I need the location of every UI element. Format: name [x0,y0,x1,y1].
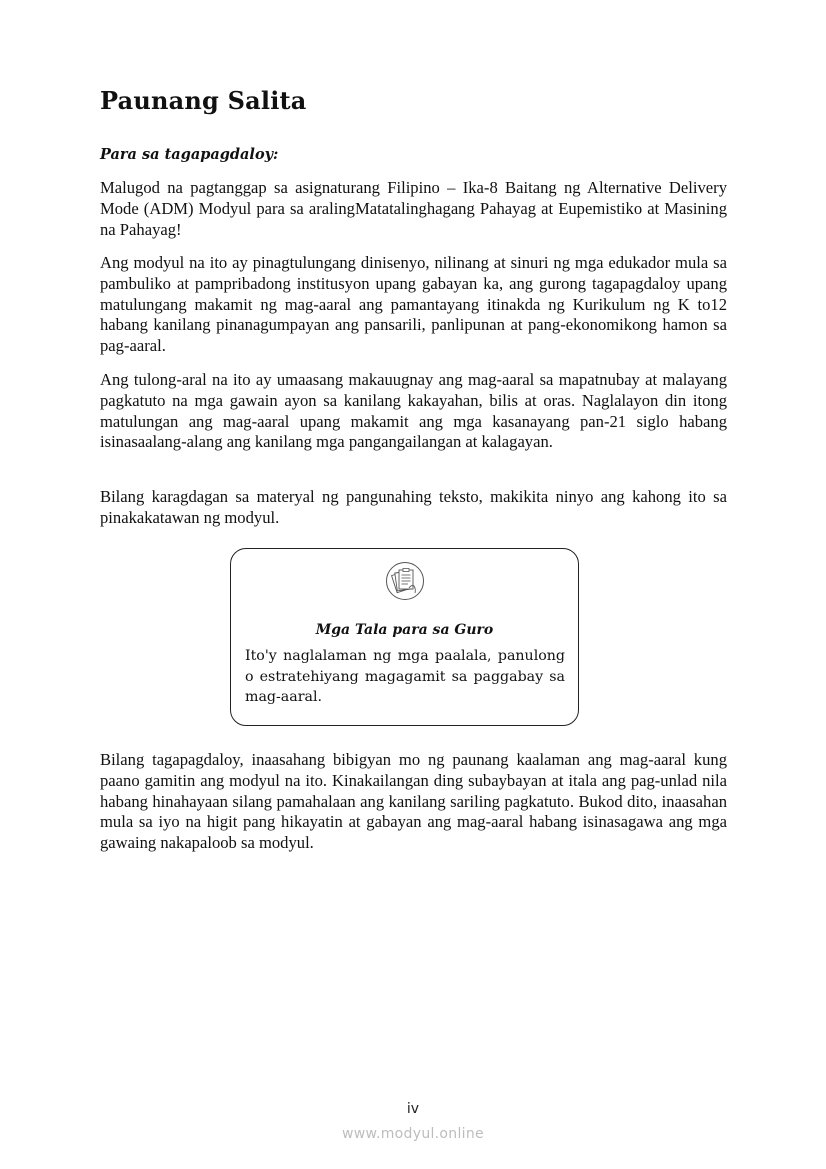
note-box-title: Mga Tala para sa Guro [315,622,494,638]
paragraph-facilitator-role: Bilang tagapagdaloy, inaasahang bibigyan mo ng paunang kaalaman ang mag-aaral kung paano gamitin ang modyul na ito. Kinakailangan ding subaybayan at itala ang pag-unlad nila habang hinahayaan silang pamahalaan ang kanilang sariling pagkatuto. Bukod dito, inaasahan mula sa iyo na higit pang hikayatin at gabayan ang mag-aaral habang isinasagawa ang mga gawaing nakapaloob sa modyul. [100,750,727,853]
subheading: Para sa tagapagdaloy: [100,146,279,163]
paragraph-intro: Malugod na pagtanggap sa asignaturang Filipino – Ika-8 Baitang ng Alternative Delivery Mode (ADM) Modyul para sa aralingMatatalinghagang Pahayag at Eupemistiko at Masining na Pahayag! [100,178,727,239]
paragraph-module-design: Ang modyul na ito ay pinagtulungang dinisenyo, nilinang at sinuri ng mga edukador mula sa pambuliko at pampribadong institusyon upang gabayan ka, ang gurong tagapagdaloy upang matulungang makamit ng mag-aaral ang pamantayang itinakda ng Kurikulum ng K to12 habang kanilang pinanagumpayan ang pansarili, panlipunan at pang-ekonomikong hamon sa pag-aaral. [100,253,727,356]
page-number: iv [406,1101,420,1117]
paragraph-additional-material: Bilang karagdagan sa materyal ng pangunahing teksto, makikita ninyo ang kahong ito sa pinakakatawan ng modyul. [100,487,727,527]
teacher-notes-box [230,548,579,726]
teacher-notes-icon [385,561,425,601]
note-box-body: Ito'y naglalaman ng mga paalala, panulong o estratehiyang magagamit sa paggabay sa mag-aaral. [245,648,565,705]
paragraph-learning-aid: Ang tulong-aral na ito ay umaasang makauugnay ang mag-aaral sa mapatnubay at malayang pagkatuto na mga gawain ayon sa kanilang kakayahan, bilis at oras. Naglalayon din itong matulungan ang mag-aaral upang makamit ang mga kasanayang pan-21 siglo habang isinasaalang-alang ang kanilang mga pangangailangan at kalagayan. [100,370,727,452]
watermark: www.modyul.online [342,1126,484,1142]
page-title: Paunang Salita [100,86,307,115]
